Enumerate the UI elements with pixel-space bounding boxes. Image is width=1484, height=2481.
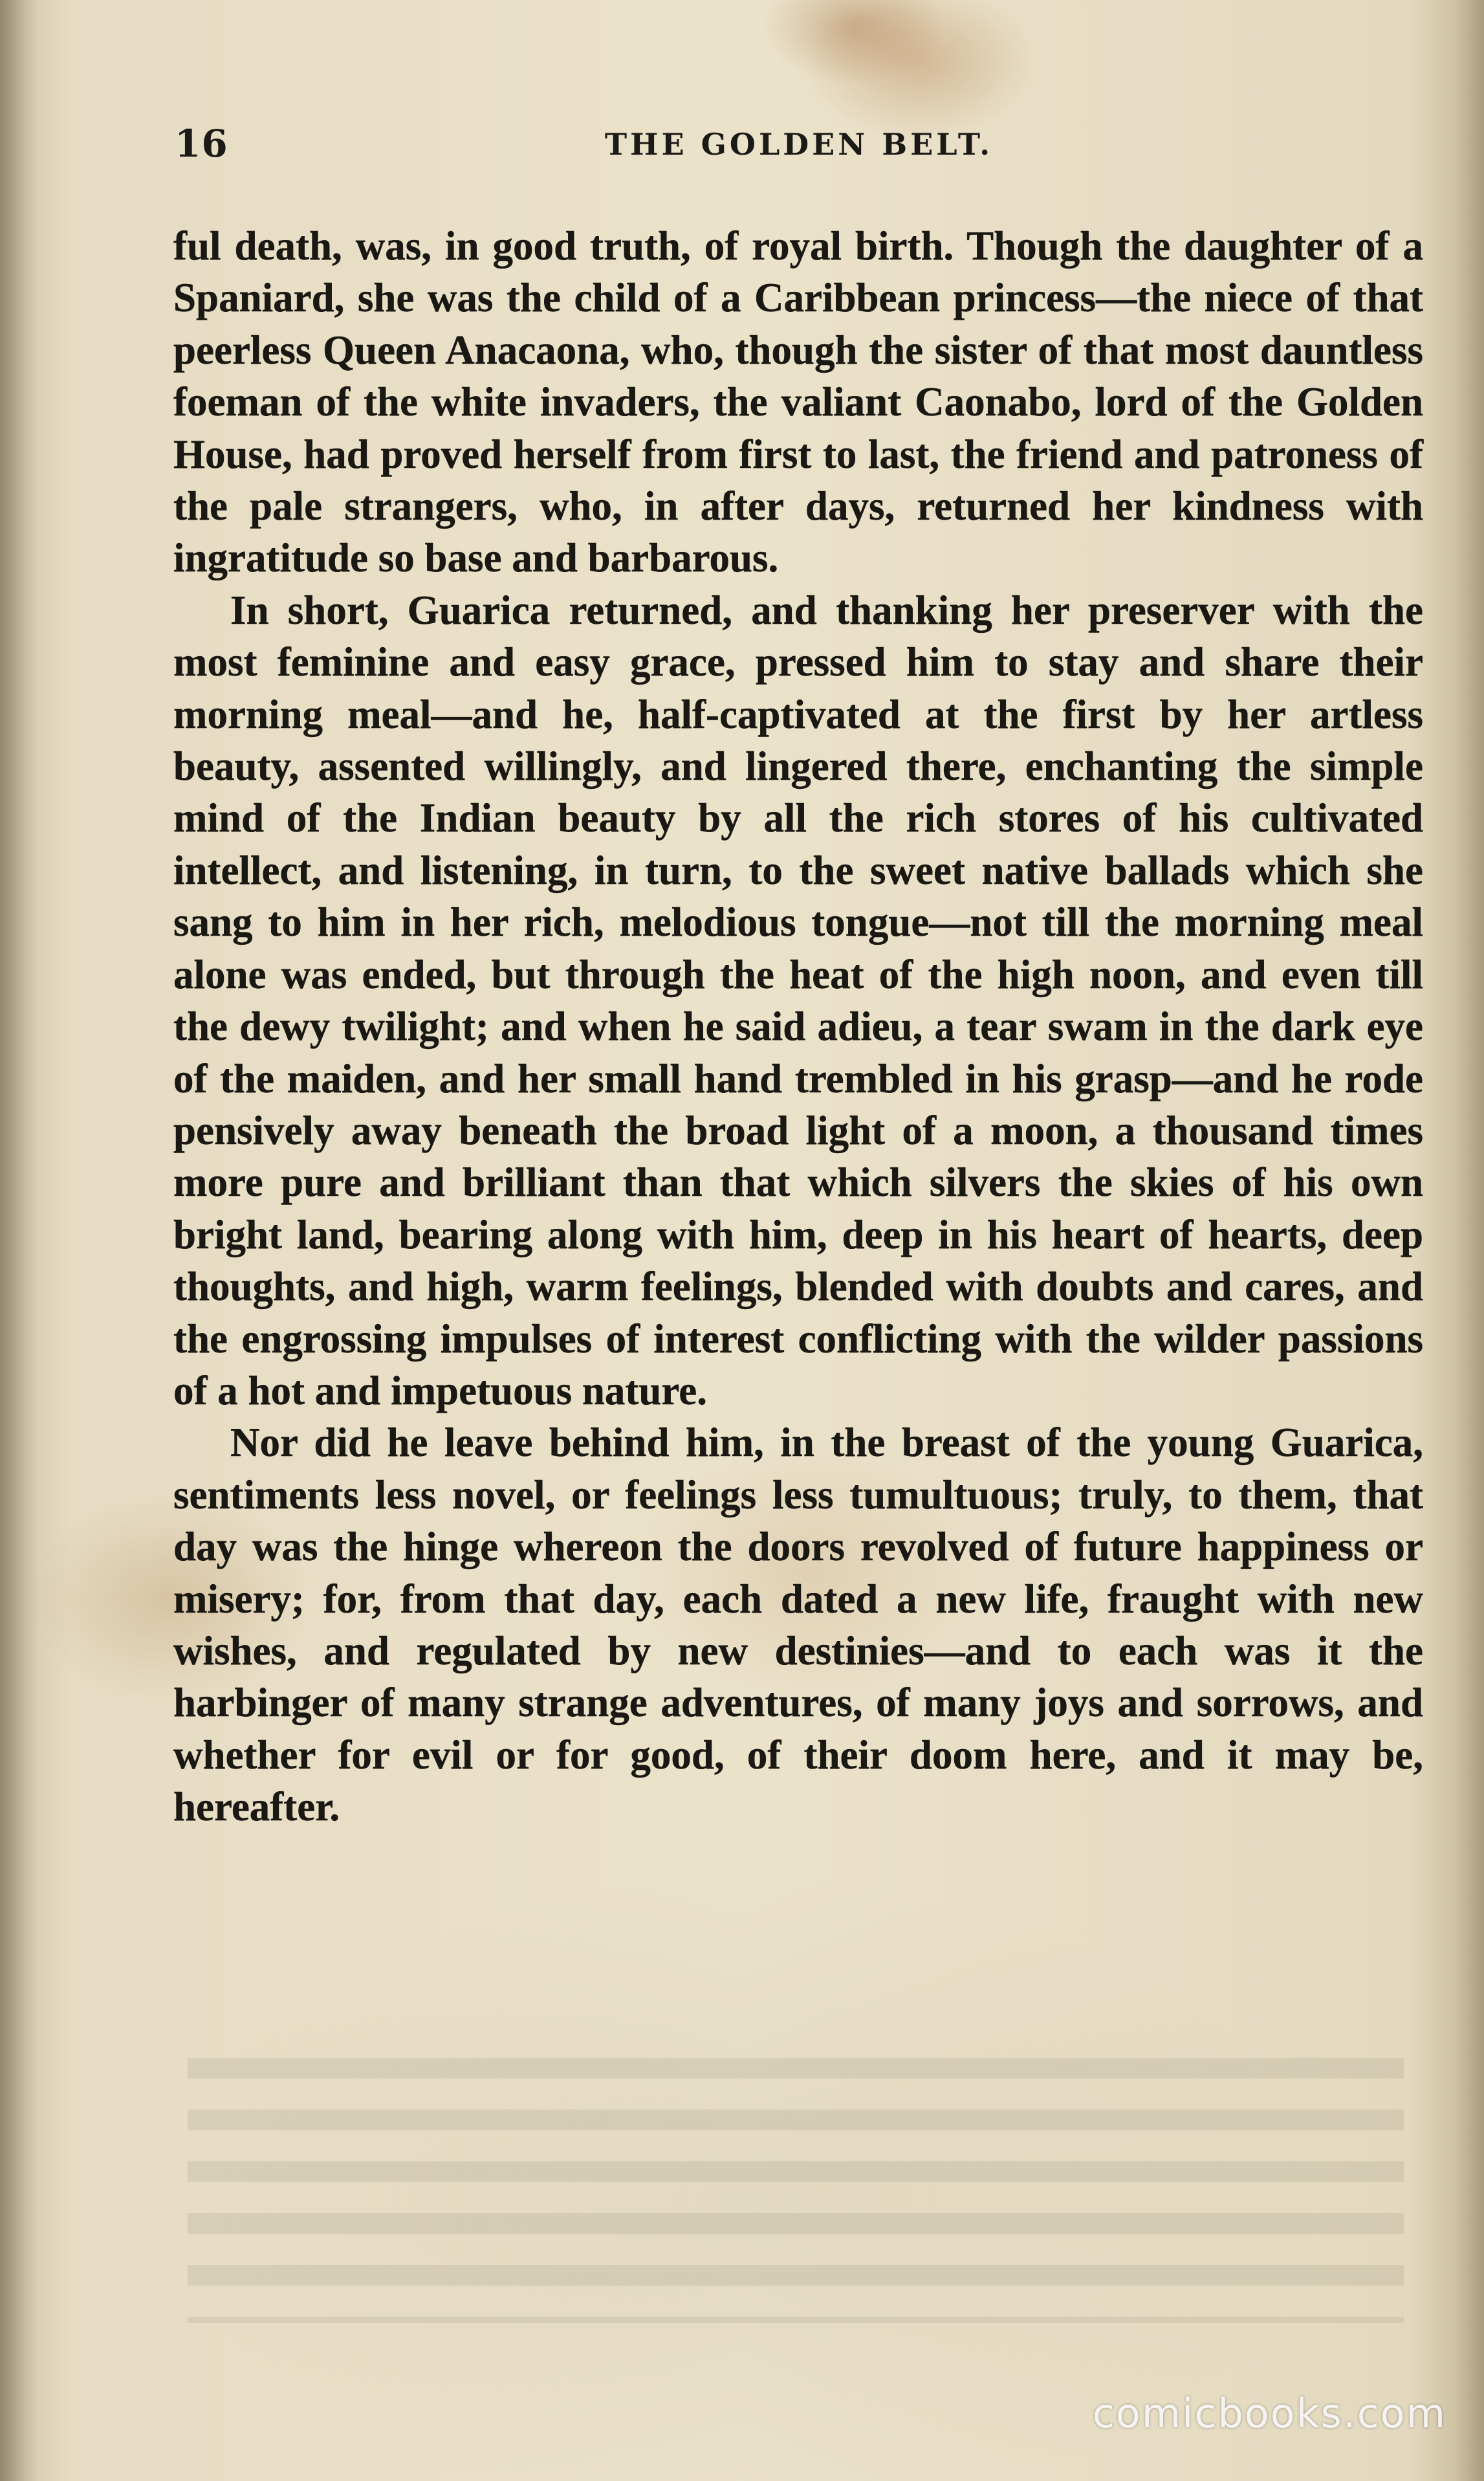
running-title: THE GOLDEN BELT. [604, 127, 994, 162]
paragraph-2: In short, Guarica returned, and thanking her preserver with the most feminine and easy grace, pressed him to stay and share their morning meal—and he, half-captivated at the first by her artless beauty, assented willingly, and lingered there, enchanting the simple mind of the Indian beauty by all the rich stores of his cultivated intellect, and listening, in turn, to the sweet native ballads which she sang to him in her rich, melodious tongue—not till the morning meal alone was ended, but through the heat of the high noon, and even till the dewy twilight; and when he said adieu, a tear swam in the dark eye of the maiden, and her small hand trembled in his grasp—and he rode pensively away beneath the broad light of a moon, a thousand times more pure and brilliant than that which silvers the skies of his own bright land, bearing along with him, deep in his heart of hearts, deep thoughts, and high, warm feelings, blended with doubts and cares, and the engrossing impulses of interest conflicting with the wilder passions of a hot and impetuous nature. [173, 587, 1423, 1413]
watermark: comicbooks.com [1092, 2390, 1446, 2437]
paragraph-3: Nor did he leave behind him, in the breast of the young Guarica, sentiments less novel, or feelings less tumultuous; truly, to them, that day was the hinge whereon the doors revolved of future happiness or misery; for, from that day, each dated a new life, fraught with new wishes, and regulated by new destinies—and to each was it the harbinger of many strange adventures, of many joys and sorrows, and whether for evil or for good, of their doom here, and it may be, hereafter. [173, 1420, 1423, 1830]
page-body [173, 220, 1423, 1833]
paragraph-1: ful death, was, in good truth, of royal birth. Though the daughter of a Spaniard, she was the child of a Caribbean princess—the niece of that peerless Queen Anacaona, who, though the sister of that most dauntless foeman of the white invaders, the valiant Caonabo, lord of the Golden House, had proved herself from first to last, the friend and patroness of the pale strangers, who, in after days, returned her kindness with ingratitude so base and barbarous. [173, 223, 1423, 581]
page-number: 16 [175, 122, 228, 166]
page-header [175, 122, 1423, 173]
reverse-side-bleed-through [188, 2038, 1404, 2323]
binding-shadow [0, 0, 39, 2481]
